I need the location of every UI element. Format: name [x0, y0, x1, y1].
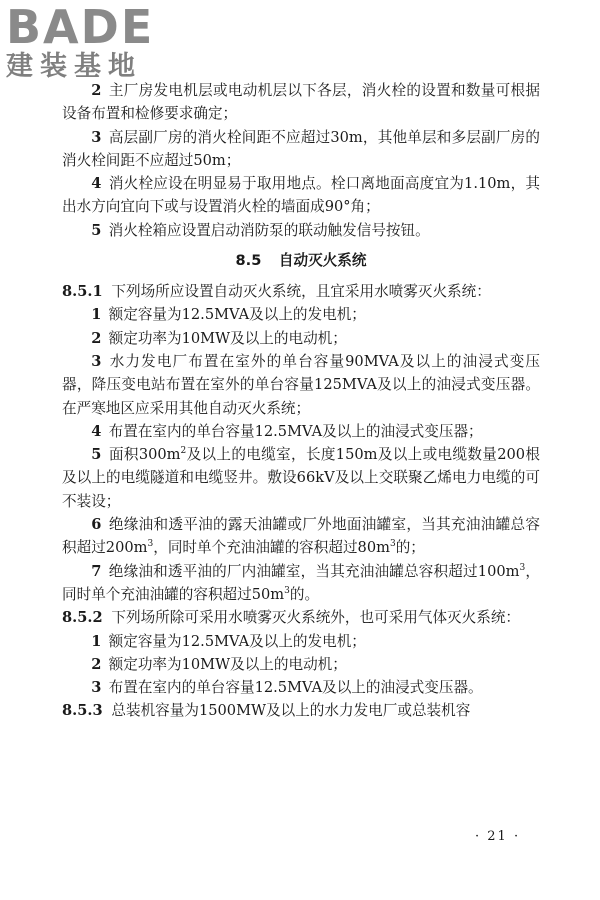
superscript: 3: [147, 539, 154, 550]
item-text: 消火栓应设在明显易于取用地点。栓口离地面高度宜为1.10m，其出水方向宜向下或与设置消火栓的墙面成90°角；: [62, 175, 540, 216]
item-text: 额定容量为12.5MVA及以上的发电机；: [108, 306, 366, 324]
section-title: 自动灭火系统: [278, 252, 367, 270]
item-text: 主厂房发电机层或电动机层以下各层，消火栓的设置和数量可根据设备布置和检修要求确定；: [62, 82, 540, 123]
clause-8-5-3: [62, 699, 540, 722]
item-number: 4: [91, 422, 102, 440]
list-item: [62, 327, 540, 350]
item-number: 4: [91, 175, 102, 193]
item-text: 及以上的电缆室，长度150m及以上或电缆数量200根及以上的电缆隧道和电缆竖井。敷设66kV及以上交联聚乙烯电力电缆的可不装设；: [62, 446, 540, 510]
item-number: 3: [91, 128, 102, 146]
logo: [6, 0, 176, 82]
item-number: 1: [91, 632, 102, 650]
list-item: [62, 420, 540, 443]
item-text: 布置在室内的单台容量12.5MVA及以上的油浸式变压器。: [108, 679, 483, 697]
item-text: 的。: [289, 585, 320, 603]
clause-8-5-2: [62, 606, 540, 629]
item-text: 额定功率为10MW及以上的电动机；: [108, 329, 347, 347]
item-number: 1: [91, 306, 102, 324]
list-item: [62, 79, 540, 126]
section-number: 8.5: [235, 252, 262, 270]
document-body: [62, 79, 540, 723]
superscript: 3: [519, 562, 526, 573]
item-text: ，同时单个充油油罐的容积超过80m: [153, 539, 390, 557]
item-number: 2: [91, 329, 102, 347]
item-number: 3: [91, 679, 102, 697]
item-text: 面积300m: [108, 446, 181, 464]
clause-number: 8.5.2: [62, 609, 103, 627]
item-text: 布置在室内的单台容量12.5MVA及以上的油浸式变压器；: [108, 422, 483, 440]
clause-text: 下列场所除可采用水喷雾灭火系统外，也可采用气体灭火系统：: [111, 609, 521, 627]
clause-number: 8.5.3: [62, 702, 103, 720]
item-number: 5: [91, 446, 102, 464]
item-number: 2: [91, 655, 102, 673]
item-text: 消火栓箱应设置启动消防泵的联动触发信号按钮。: [108, 221, 430, 239]
clause-text: 总装机容量为1500MW及以上的水力发电厂或总装机容: [111, 702, 471, 720]
item-number: 7: [91, 562, 102, 580]
list-item: [62, 560, 540, 607]
list-item: [62, 513, 540, 560]
item-text: 绝缘油和透平油的露天油罐或厂外地面油罐室，当其充油油罐总容积超过200m: [62, 516, 540, 557]
list-item: [62, 350, 540, 420]
item-text: 额定功率为10MW及以上的电动机；: [108, 655, 347, 673]
superscript: 2: [180, 446, 187, 457]
list-item: [62, 676, 540, 699]
section-heading: [62, 248, 540, 274]
list-item: [62, 172, 540, 219]
item-number: 5: [91, 221, 102, 239]
list-item: [62, 303, 540, 326]
item-number: 2: [91, 82, 102, 99]
item-number: 6: [91, 516, 102, 534]
item-text: 高层副厂房的消火栓间距不应超过30m，其他单层和多层副厂房的消火栓间距不应超过50m；: [62, 128, 540, 169]
logo-wordmark: BADE: [6, 0, 155, 54]
list-item: [62, 443, 540, 513]
item-number: 3: [91, 352, 102, 370]
superscript: 3: [284, 586, 290, 597]
list-item: [62, 219, 540, 242]
list-item: [62, 630, 540, 653]
clause-8-5-1: [62, 280, 540, 303]
item-text: 额定容量为12.5MVA及以上的发电机；: [108, 632, 366, 650]
list-item: [62, 653, 540, 676]
item-text: 水力发电厂布置在室外的单台容量90MVA及以上的油浸式变压器，降压变电站布置在室外的单台容量125MVA及以上的油浸式变压器。在严寒地区应采用其他自动灭火系统；: [62, 352, 540, 417]
item-text: ，同时单个充油油罐的容积超过50m: [62, 562, 540, 603]
item-text: 绝缘油和透平油的厂内油罐室，当其充油油罐总容积超过100m: [108, 562, 520, 580]
clause-number: 8.5.1: [62, 283, 103, 301]
page-number: · 21 ·: [475, 829, 521, 844]
list-item: [62, 126, 540, 173]
clause-text: 下列场所应设置自动灭火系统，且宜采用水喷雾灭火系统：: [111, 283, 491, 301]
logo-subtitle: 建装基地: [6, 51, 142, 82]
superscript: 3: [389, 539, 396, 550]
item-text: 的；: [395, 539, 425, 557]
